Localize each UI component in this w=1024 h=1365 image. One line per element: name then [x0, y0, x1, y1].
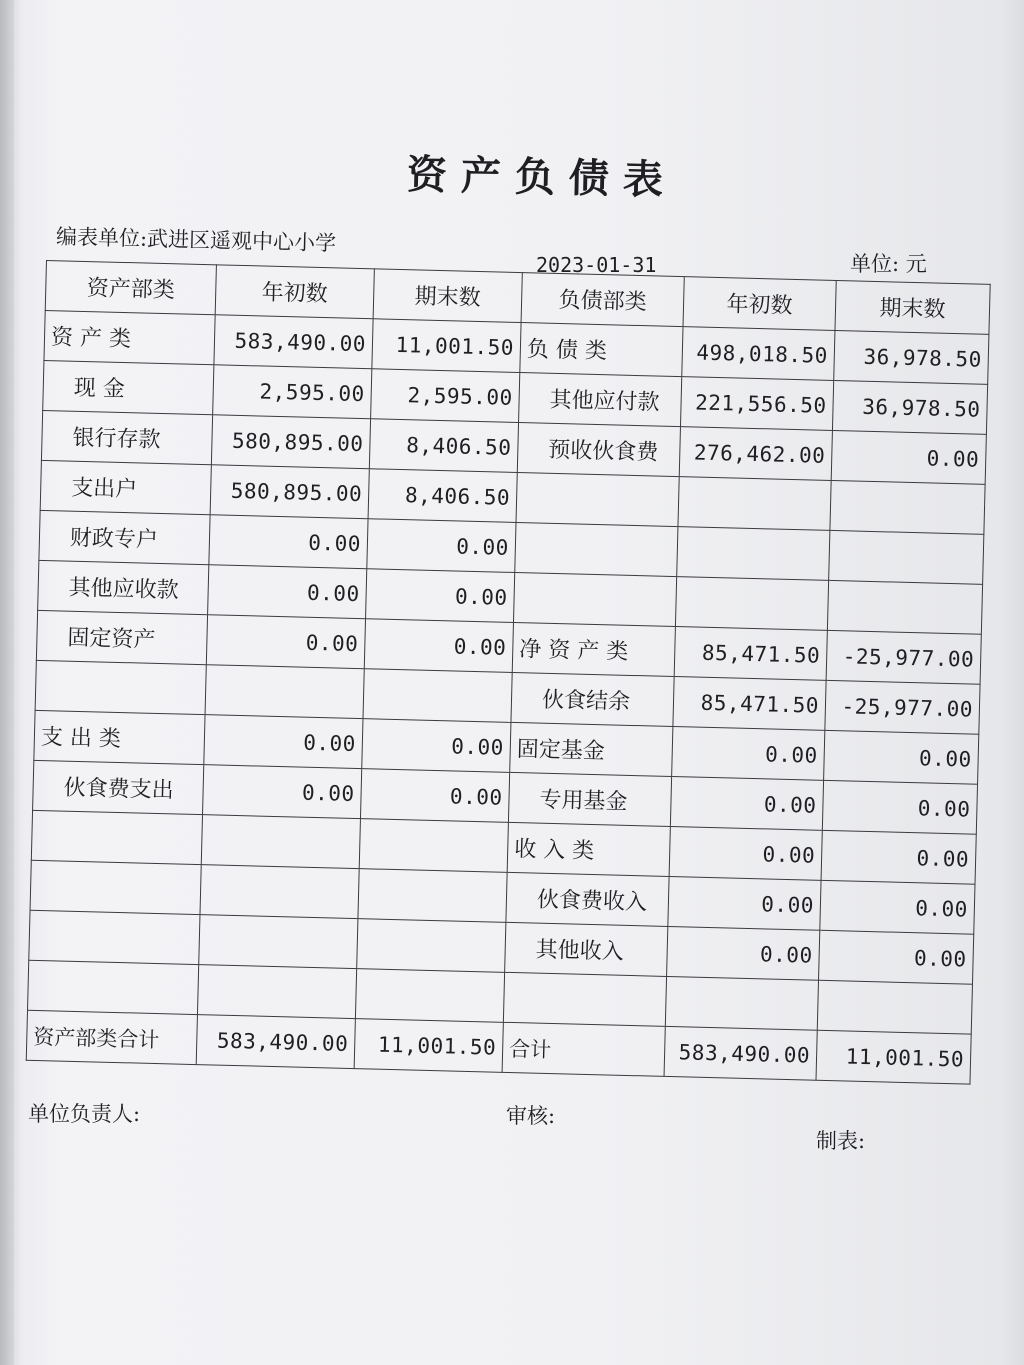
- asset-item-label: [31, 810, 202, 864]
- liability-begin-value: [677, 527, 830, 581]
- liability-item-label: 固定基金: [510, 722, 673, 776]
- assets-total-begin: 583,490.00: [196, 1015, 355, 1069]
- asset-item-label: [30, 860, 201, 914]
- liability-begin-value: 85,471.50: [673, 677, 826, 731]
- liability-item-label: 其他应付款: [519, 373, 682, 427]
- col-header-liabilities-category: 负债部类: [521, 273, 684, 327]
- asset-end-value: 8,406.50: [369, 419, 518, 473]
- asset-begin-value: [205, 665, 364, 719]
- liability-end-value: 0.00: [821, 830, 976, 884]
- asset-end-value: 11,001.50: [372, 319, 521, 373]
- asset-begin-value: 580,895.00: [211, 415, 370, 469]
- asset-item-label: 财政专户: [39, 510, 210, 564]
- asset-begin-value: 0.00: [203, 765, 362, 819]
- col-header-liabilities-end: 期末数: [835, 281, 990, 335]
- asset-end-value: 0.00: [364, 619, 513, 673]
- liability-end-value: 36,978.50: [834, 330, 989, 384]
- liability-item-label: [503, 972, 666, 1026]
- assets-total-label: 资产部类合计: [26, 1010, 197, 1064]
- liability-item-label: 伙食结余: [511, 672, 674, 726]
- asset-end-value: 0.00: [360, 769, 509, 823]
- liability-end-value: 0.00: [824, 730, 979, 784]
- liability-begin-value: 221,556.50: [680, 377, 833, 431]
- asset-end-value: [358, 869, 507, 923]
- asset-begin-value: 0.00: [209, 515, 368, 569]
- document-page: [20, 0, 1024, 1365]
- liability-end-value: [817, 980, 972, 1034]
- asset-end-value: 8,406.50: [368, 469, 517, 523]
- liability-begin-value: 0.00: [668, 876, 821, 930]
- prepared-by-label: 制表:: [816, 1129, 866, 1153]
- liability-item-label: [516, 472, 679, 526]
- asset-begin-value: 0.00: [204, 715, 363, 769]
- col-header-assets-end: 期末数: [373, 269, 522, 323]
- liability-end-value: 0.00: [820, 880, 975, 934]
- asset-item-label: [35, 660, 206, 714]
- liability-begin-value: [678, 477, 831, 531]
- liability-end-value: 36,978.50: [832, 380, 987, 434]
- liability-end-value: 0.00: [831, 430, 986, 484]
- liability-end-value: -25,977.00: [826, 630, 981, 684]
- liability-end-value: 0.00: [822, 780, 977, 834]
- liability-begin-value: 0.00: [672, 727, 825, 781]
- liability-item-label: 专用基金: [508, 772, 671, 826]
- liabilities-total-begin: 583,490.00: [664, 1026, 817, 1080]
- reporting-unit: 编表单位:武进区遥观中心小学: [55, 224, 337, 256]
- asset-item-label: 支出户: [40, 460, 211, 514]
- asset-end-value: 0.00: [362, 719, 511, 773]
- asset-begin-value: 583,490.00: [214, 315, 373, 369]
- asset-end-value: [357, 919, 506, 973]
- balance-sheet-table: [26, 260, 991, 1085]
- liabilities-total-label: 合计: [502, 1022, 665, 1076]
- asset-begin-value: 2,595.00: [213, 365, 372, 419]
- liability-end-value: -25,977.00: [825, 680, 980, 734]
- asset-end-value: [363, 669, 512, 723]
- liability-item-label: [515, 522, 678, 576]
- asset-item-label: 银行存款: [41, 410, 212, 464]
- audit-label: 审核:: [506, 1104, 556, 1128]
- liability-item-label: 其他收入: [505, 922, 668, 976]
- liability-begin-value: 276,462.00: [679, 427, 832, 481]
- liability-begin-value: 85,471.50: [674, 627, 827, 681]
- asset-begin-value: [200, 865, 359, 919]
- asset-item-label: 其他应收款: [38, 560, 209, 614]
- liability-item-label: 收 入 类: [507, 822, 670, 876]
- asset-end-value: [359, 819, 508, 873]
- liabilities-total-end: 11,001.50: [816, 1030, 971, 1084]
- asset-begin-value: 580,895.00: [210, 465, 369, 519]
- liability-begin-value: 0.00: [669, 826, 822, 880]
- liability-begin-value: [665, 976, 818, 1030]
- asset-item-label: 现 金: [43, 360, 214, 414]
- asset-item-label: 支 出 类: [34, 710, 205, 764]
- asset-begin-value: 0.00: [206, 615, 365, 669]
- assets-total-end: 11,001.50: [354, 1019, 503, 1073]
- balance-sheet-table-wrap: [26, 260, 991, 1085]
- liability-item-label: [513, 572, 676, 626]
- liability-begin-value: 0.00: [670, 776, 823, 830]
- liability-item-label: 预收伙食费: [517, 423, 680, 477]
- asset-end-value: [355, 969, 504, 1023]
- liability-item-label: 伙食费收入: [506, 872, 669, 926]
- asset-item-label: 固定资产: [36, 610, 207, 664]
- liability-begin-value: 498,018.50: [682, 327, 835, 381]
- currency-unit: 单位: 元: [850, 252, 927, 276]
- asset-end-value: 0.00: [367, 519, 516, 573]
- liability-item-label: 净 资 产 类: [512, 622, 675, 676]
- asset-end-value: 2,595.00: [371, 369, 520, 423]
- asset-end-value: 0.00: [366, 569, 515, 623]
- asset-item-label: 伙食费支出: [33, 760, 204, 814]
- col-header-assets-category: 资产部类: [45, 261, 216, 315]
- liability-end-value: 0.00: [819, 930, 974, 984]
- asset-item-label: [28, 960, 199, 1014]
- liability-end-value: [830, 480, 985, 534]
- liability-end-value: [827, 580, 982, 634]
- asset-begin-value: [201, 815, 360, 869]
- liability-begin-value: 0.00: [667, 926, 820, 980]
- asset-begin-value: 0.00: [208, 565, 367, 619]
- col-header-assets-begin: 年初数: [215, 265, 374, 319]
- responsible-person-label: 单位负责人:: [28, 1102, 141, 1126]
- liability-end-value: [829, 530, 984, 584]
- liability-begin-value: [675, 577, 828, 631]
- asset-item-label: [29, 910, 200, 964]
- report-date: 2023-01-31: [536, 253, 657, 277]
- binding-edge: [0, 0, 14, 1365]
- page-title: 资产负债表: [406, 152, 678, 204]
- col-header-liabilities-begin: 年初数: [683, 277, 836, 331]
- liability-item-label: 负 债 类: [520, 323, 683, 377]
- asset-begin-value: [197, 965, 356, 1019]
- asset-item-label: 资 产 类: [44, 310, 215, 364]
- asset-begin-value: [199, 915, 358, 969]
